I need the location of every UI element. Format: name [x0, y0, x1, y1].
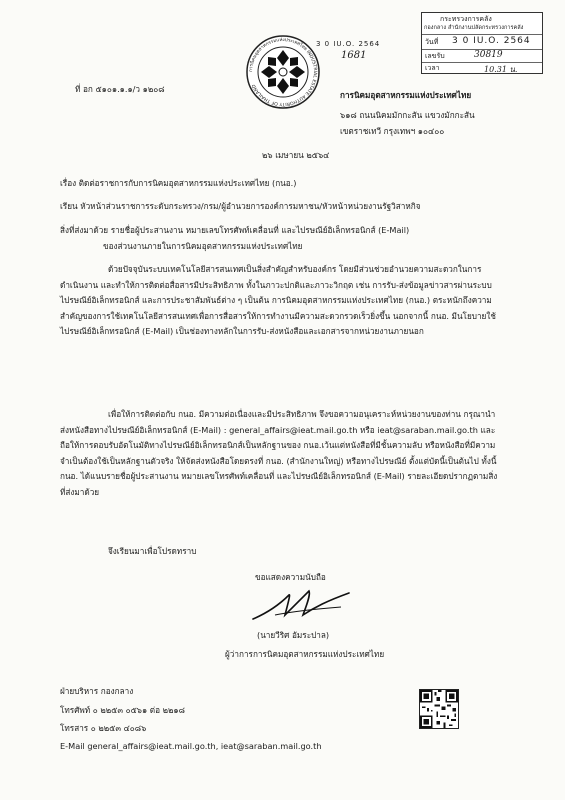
stamp-no-label: เลขรับ	[425, 52, 445, 60]
attachment-line2: ของส่วนงานภายในการนิคมอุตสาหกรรมแห่งประเทศไทย	[103, 241, 303, 251]
signer-title: ผู้ว่าการการนิคมอุตสาหกรรมแห่งประเทศไทย	[225, 649, 385, 659]
logo-ring-text: การนิคมอุตสาหกรรมแห่งประเทศไทย INDUSTRIAL ESTATE AUTHORITY OF THAILAND	[248, 37, 318, 107]
footer-phone: โทรศัพท์ ๐ ๒๒๕๓ ๐๕๖๑ ต่อ ๒๒๑๘	[60, 705, 185, 715]
stamp-office: กองกลาง สำนักงานปลัดกระทรวงการคลัง	[424, 25, 524, 31]
stamp-time-value: 10.31 น.	[484, 65, 518, 74]
stamp-no-value: 30819	[474, 50, 503, 60]
closing-line: จึงเรียนมาเพื่อโปรดทราบ	[108, 546, 197, 556]
letter-subject: เรื่อง ติดต่อราชการกับการนิคมอุตสาหกรรมแห่งประเทศไทย (กนอ.)	[60, 178, 297, 188]
handwritten-signature	[245, 585, 355, 625]
receipt-stamp	[421, 12, 543, 74]
received-date-stamp: 3 0 IU.O. 2564	[316, 40, 381, 48]
footer-fax: โทรสาร ๐ ๒๒๕๓ ๔๐๘๖	[60, 723, 147, 733]
footer-email: E-Mail general_affairs@ieat.mail.go.th, ieat@saraban.mail.go.th	[60, 741, 322, 751]
document-number: ที่ อก ๕๑๐๑.๑.๑/ว ๑๒๐๘	[75, 84, 165, 94]
issuer-address-line2: เขตราชเทวี กรุงเทพฯ ๑๐๔๐๐	[340, 126, 445, 136]
stamp-date-value: 3 0 IU.O. 2564	[452, 36, 531, 46]
issuer-address-line1: ๖๑๘ ถนนนิคมมักกะสัน แขวงมักกะสัน	[340, 110, 475, 120]
attachment-line1: สิ่งที่ส่งมาด้วย รายชื่อผู้ประสานงาน หมายเลขโทรศัพท์เคลื่อนที่ และไปรษณีย์อิเล็กทรอนิกส์ (E-Mail)	[60, 225, 410, 235]
letter-recipient: เรียน หัวหน้าส่วนราชการระดับกระทรวง/กรม/ผู้อำนวยการองค์การมหาชน/หัวหน้าหน่วยงานรัฐวิสาหกิจ	[60, 201, 421, 211]
body-paragraph-2: เพื่อให้การติดต่อกับ กนอ. มีความต่อเนื่องและมีประสิทธิภาพ จึงขอความอนุเคราะห์หน่วยงานของท่าน กรุณานำส่งหนังสือทางไปรษณีย์อิเล็กทรอนิกส์ (E-Mail) : general_affairs@ieat.mail.go.th หรือ ieat@saraban.mail.go.th และถือให้การตอบรับอัตโนมัติทางไปรษณีย์อิเล็กทรอนิกส์เป็นหลักฐานของ กนอ.เว้นแต่หนังสือที่มีชั้นความลับ หรือหนังสือที่มีความจำเป็นต้องใช้เป็นหลักฐานตัวจริง ให้จัดส่งหนังสือโดยตรงที่ กนอ. (สำนักงานใหญ่) หรือทางไปรษณีย์ ตั้งแต่บัดนี้เป็นต้นไป ทั้งนี้ กนอ. ได้แนบรายชื่อผู้ประสานงาน หมายเลขโทรศัพท์เคลื่อนที่ และไปรษณีย์อิเล็กทรอนิกส์ (E-Mail) รายละเอียดปรากฏตามสิ่งที่ส่งมาด้วย	[60, 409, 498, 497]
stamp-date-label: วันที่	[425, 38, 439, 46]
body-paragraph-1: ด้วยปัจจุบันระบบเทคโนโลยีสารสนเทศเป็นสิ่งสำคัญสำหรับองค์กร โดยมีส่วนช่วยอำนวยความสะดวกในการดำเนินงาน และทำให้การติดต่อสื่อสารมีประสิทธิภาพ ทั้งในภาวะปกติและภาวะวิกฤต เช่น การรับ-ส่งข้อมูลข่าวสารผ่านระบบไปรษณีย์อิเล็กทรอนิกส์ และการประชาสัมพันธ์ต่าง ๆ เป็นต้น การนิคมอุตสาหกรรมแห่งประเทศไทย (กนอ.) ตระหนักถึงความสำคัญของการใช้เทคโนโลยีสารสนเทศเพื่อการสื่อสารให้การทำงานมีความสะดวกรวดเร็วยิ่งขึ้น นอกจากนี้ กนอ. มีนโยบายใช้ไปรษณีย์อิเล็กทรอนิกส์ (E-Mail) เป็นช่องทางหลักในการรับ-ส่งหนังสือและเอกสารจากหน่วยงานภายนอก	[60, 264, 496, 336]
regards-line: ขอแสดงความนับถือ	[255, 572, 326, 582]
letter-date: ๒๖ เมษายน ๒๕๖๔	[262, 150, 330, 160]
stamp-time-label: เวลา	[425, 64, 440, 72]
issuer-name: การนิคมอุตสาหกรรมแห่งประเทศไทย	[340, 90, 472, 100]
signer-name: (นายวีริศ อัมระปาล)	[257, 630, 330, 640]
stamp-ministry: กระทรวงการคลัง	[440, 15, 492, 23]
footer-department: ฝ่ายบริหาร กองกลาง	[60, 686, 134, 696]
receipt-number: 1681	[341, 50, 367, 61]
ieat-logo	[245, 34, 321, 110]
qr-code	[419, 689, 459, 729]
